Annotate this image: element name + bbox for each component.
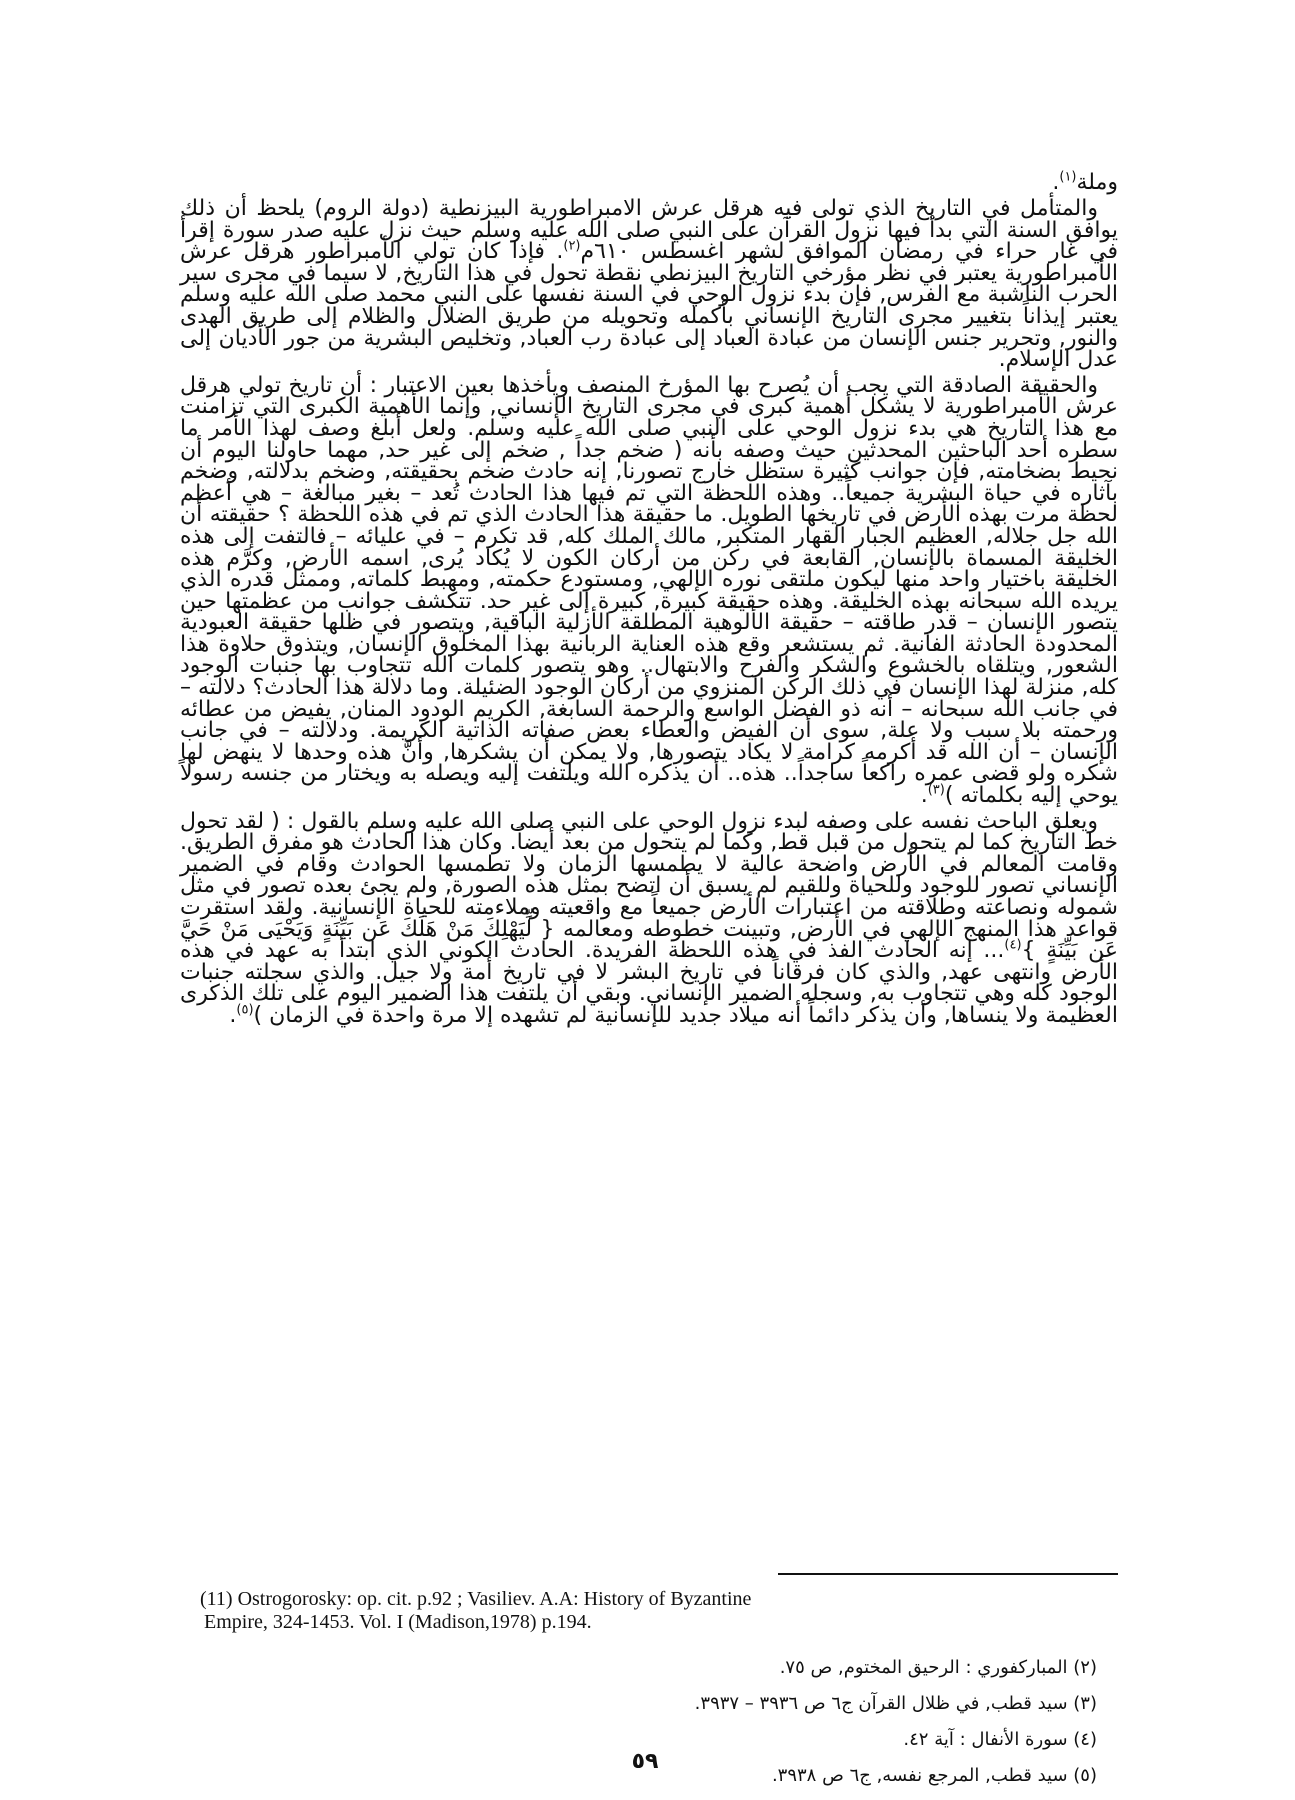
english-footnote-line-2: Empire, 324-1453. Vol. I (Madison,1978) p.194. [204, 1611, 592, 1633]
footnote-3: (٣) سيد قطب, في ظلال القرآن ج٦ ص ٣٩٣٦ – ٣٩٣٧. [694, 1693, 1097, 1714]
paragraph-1-text: والمتأمل في التاريخ الذي تولى فيه هرقل عرش الامبراطورية البيزنطية (دولة الروم) يلحظ أن ذلك يوافق السنة التي بدأ فيها نزول القرآن على النبي صلى الله عليه وسلم حيث نزل عليه صدر سورة إقرأ في غار حراء في رمضان الموافق لشهر اغسطس ٦١٠م [180, 196, 1118, 265]
continued-text: وملة [1076, 170, 1118, 195]
page-number: ٥٩ [631, 1749, 659, 1774]
paragraph-3-end: . [229, 1002, 237, 1028]
footnote-2: (٢) المباركفوري : الرحيق المختوم, ص ٧٥. [779, 1657, 1097, 1678]
continued-line [180, 169, 1118, 195]
footnote-ref-5: (٥) [236, 1002, 254, 1018]
footnote-5: (٥) سيد قطب, المرجع نفسه, ج٦ ص ٣٩٣٨. [771, 1765, 1097, 1786]
paragraph-3-text: ويعلق الباحث نفسه على وصفه لبدء نزول الوحي على النبي صلى الله عليه وسلم بالقول : ( لقد تحول خط التاريخ كما لم يتحول من قبل قط, وكما لم يتحول من بعد أيضاً. وكان هذا الحادث هو مفرق الطريق. وقامت المعالم في الأرض واضحة عالية لا يطمسها الزمان ولا تطمسها الحوادث وقام في الضمير الإنساني تصور للوجود وللحياة وللقيم لم يسبق أن اتضح بمثل هذه الصورة, ولم يجئ بعده تصور في مثل شموله ونصاعته وطلاقته من اعتبارات الأرض جميعاً مع واقعيته وملاءمته للحياة الإنسانية. ولقد استقرت قواعد هذا المنهج الإلهي في الأرض, وتبينت خطوطه ومعالمه { لِّيَهْلِكَ مَنْ هَلَكَ عَن بَيِّنَةٍ وَيَحْيَى مَنْ حَيَّ عَن بَيِّنَةٍ } [180, 808, 1118, 964]
footnote-ref-4: (٤) [1004, 937, 1022, 953]
footnote-4: (٤) سورة الأنفال : آية ٤٢. [903, 1729, 1097, 1750]
paragraph-1 [180, 198, 1118, 371]
footnote-ref-1: (١) [1059, 169, 1077, 185]
paragraph-1-text-cont: . فإذا كان تولي الأمبراطور هرقل عرش الأمبراطورية يعتبر في نظر مؤرخي التاريخ البيزنطي نقطة تحول في هذا التاريخ, لا سيما في مجرى سير الحرب الناشبة مع الفرس, فإن بدء نزول الوحي في السنة نفسها على النبي محمد صلى الله عليه وسلم يعتبر إيذاناً بتغيير مجرى التاريخ الإنساني بأكمله وتحويله من طريق الضلال والظلام إلى طريق الهدى والنور, وتحرير جنس الإنسان من عبادة العباد إلى عبادة رب العباد, وتخليص البشرية من جور الأديان إلى عدل الإسلام. [180, 239, 1118, 373]
main-text [180, 198, 1118, 1031]
english-footnote-line-1: (11) Ostrogorosky: op. cit. p.92 ; Vasiliev. A.A: History of Byzantine [200, 1588, 752, 1610]
footnote-divider [778, 1573, 1118, 1575]
footnote-ref-2: (٢) [563, 238, 581, 254]
paragraph-3-text-cont: ... إنه الحادث الفذ في هذه اللحظة الفريدة. الحادث الكوني الذي ابتدأ به عهد في هذه الأرض وانتهى عهد, والذي كان فرقاناً في تاريخ البشر لا في تاريخ أمة ولا جيل. والذي سجلته جنبات الوجود كله وهي تتجاوب به, وسجله الضمير الإنساني. وبقي أن يلتفت هذا الضمير اليوم على تلك الذكرى العظيمة ولا ينساها, وأن يذكر دائماً أنه ميلاد جديد للإنسانية لم تشهده إلا مرة واحدة في الزمان ) [180, 938, 1118, 1028]
paragraph-2-end: . [920, 783, 928, 809]
continued-end: . [1052, 170, 1060, 195]
footnote-ref-3: (٣) [927, 782, 945, 798]
paragraph-2-text: والحقيقة الصادقة التي يجب أن يُصرح بها المؤرخ المنصف ويأخذها بعين الاعتبار : أن تاريخ تولي هرقل عرش الأمبراطورية لا يشكل أهمية كبرى في مجرى التاريخ الإنساني, وإنما الأهمية الكبرى التي تزامنت مع هذا التاريخ هي بدء نزول الوحي على النبي صلى الله عليه وسلم. ولعل أبلغ وصف لهذا الأمر ما سطره أحد الباحثين المحدثين حيث وصفه بأنه ( ضخم جداً , ضخم إلى غير حد, مهما حاولنا اليوم أن نحيط بضخامته, فإن جوانب كثيرة ستظل خارج تصورنا, إنه حادث ضخم بحقيقته, وضخم بدلالته, وضخم بآثاره في حياة البشرية جميعاً.. وهذه اللحظة التي تم فيها هذا الحادث تُعد – بغير مبالغة – هي أعظم لحظة مرت بهذه الأرض في تاريخها الطويل. ما حقيقة هذا الحادث الذي تم في هذه اللحظة ؟ حقيقته أن الله جل جلاله, العظيم الجبار القهار المتكبر, مالك الملك كله, قد تكرم – في عليائه – فالتفت إلى هذه الخليقة المسماة بالإنسان, القابعة في ركن من أركان الكون لا يُكاد يُرى, اسمه الأرض, وكرَّم هذه الخليقة باختيار واحد منها ليكون ملتقى نوره الإلهي, ومستودع حكمته, ومهبط كلماته, وممثل قدره الذي يريده الله سبحانه بهذه الخليقة. وهذه حقيقة كبيرة, كبيرة إلى غير حد. تتكشف جوانب من عظمتها حين يتصور الإنسان – قدر طاقته – حقيقة الألوهية المطلقة الأزلية الباقية, ويتصور في ظلها حقيقة العبودية المحدودة الحادثة الفانية. ثم يستشعر وقع هذه العناية الربانية بهذا المخلوق الإنسان, ويتذوق حلاوة هذا الشعور, ويتلقاه بالخشوع والشكر والفرح والابتهال.. وهو يتصور كلمات الله تتجاوب بها جنبات الوجود كله, منزلة لهذا الإنسان في ذلك الركن المنزوي من أركان الوجود الضئيلة. وما دلالة هذا الحادث؟ دلالته – في جانب الله سبحانه – أنه ذو الفضل الواسع والرحمة السابغة, الكريم الودود المنان, يفيض من عطائه ورحمته بلا سبب ولا علة, سوى أن الفيض والعطاء بعض صفاته الذاتية الكريمة. ودلالته – في جانب الإنسان – أن الله قد أكرمه كرامة لا يكاد يتصورها, ولا يمكن أن يشكرها, وأنَّ هذه وحدها لا ينهض لها شكره ولو قضى عمره راكعاً ساجداً.. هذه.. أن يذكره الله ويلتفت إليه ويصله به ويختار من جنسه رسولاً يوحي إليه بكلماته ) [180, 372, 1118, 809]
english-footnote [200, 1588, 1100, 1634]
paragraph-3 [180, 808, 1118, 1028]
paragraph-2 [180, 372, 1118, 809]
